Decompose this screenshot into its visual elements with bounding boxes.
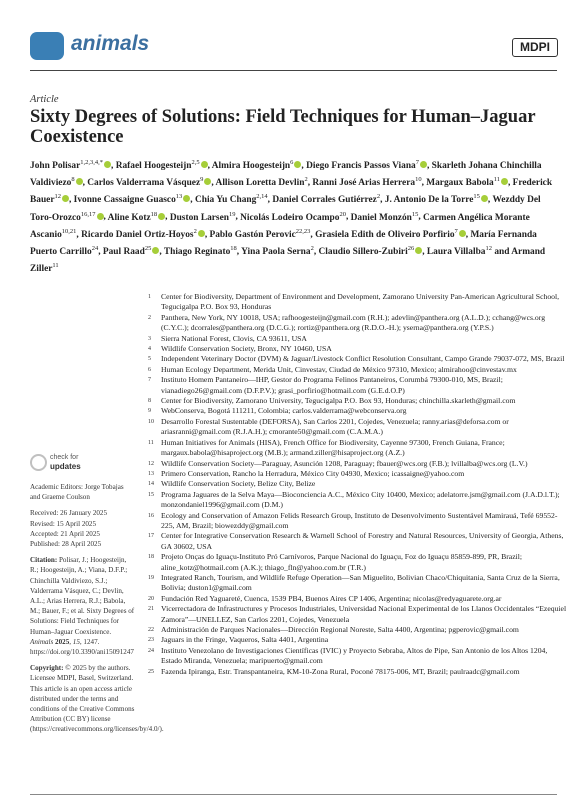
author-affiliation-sup: 2 bbox=[376, 193, 381, 201]
affiliation-text: Jaguars in the Fringe, Vaqueros, Salta 4401, Argentina bbox=[161, 635, 329, 645]
author-entry bbox=[315, 227, 466, 240]
author-affiliation-sup: 11 bbox=[493, 176, 500, 184]
affiliation-number: 14 bbox=[148, 481, 154, 488]
affiliation-item bbox=[148, 573, 568, 594]
accepted-date: Accepted: 21 April 2025 bbox=[30, 529, 100, 538]
author-affiliation-sup: 2 bbox=[193, 227, 197, 235]
author-name[interactable]: Claudio Sillero-Zubiri bbox=[318, 246, 408, 257]
orcid-icon[interactable] bbox=[152, 247, 159, 254]
author-entry bbox=[312, 178, 421, 188]
author-name[interactable]: John Polisar bbox=[30, 161, 81, 172]
affiliation-number: 25 bbox=[148, 668, 154, 675]
author-affiliation-sup: 18 bbox=[230, 244, 237, 252]
affiliation-item bbox=[148, 438, 568, 459]
orcid-icon[interactable] bbox=[62, 195, 69, 202]
author-affiliation-sup: 8 bbox=[71, 176, 75, 184]
orcid-icon[interactable] bbox=[459, 230, 466, 237]
affiliation-text: Center for Integrative Conservation Research & Warnell School of Forestry and Natural Resources, University of Georgia, Athens, GA 30602, USA bbox=[161, 531, 564, 551]
author-affiliation-sup: 22,23 bbox=[295, 227, 311, 235]
affiliation-text: Human Ecology Department, Merida Unit, Cinvestav, Ciudad de México 97310, Mexico; almirahoo@cinvestav.mx bbox=[161, 364, 517, 374]
affiliation-text: Desarrollo Forestal Sustentable (DEFORSA), San Carlos 2201, Cojedes, Venezuela; ranny.arias@deforsa.com or ariasranni@gmail.com (R.J.A.H.); cmorante50@gmail.com (C.A.M.A.) bbox=[161, 416, 509, 437]
citation-journal: Animals bbox=[30, 637, 54, 646]
affiliation-text: Independent Veterinary Doctor (DVM) & Jaguar/Livestock Conflict Resolution Consultant, Campo Grande 79037-072, MS, Brazil bbox=[161, 354, 565, 364]
affiliation-item bbox=[148, 292, 568, 313]
author-affiliation-sup: 18 bbox=[150, 210, 158, 218]
author-name[interactable]: Laura Villalba bbox=[426, 246, 486, 257]
orcid-icon[interactable] bbox=[76, 178, 83, 185]
affiliation-item bbox=[148, 469, 568, 479]
article-type: Article bbox=[30, 94, 59, 105]
affiliation-number: 21 bbox=[148, 606, 154, 613]
author-entry bbox=[81, 227, 205, 240]
affiliation-text: Programa Jaguares de la Selva Maya—Bioconciencia A.C., México City 10400, Mexico; adelatorre.jsm@gmail.com (J.A.D.l.T.); monzondaniel1996@gmail.com (D.M.) bbox=[161, 489, 560, 510]
author-name[interactable]: Skarleth Johana Chinchilla Valdiviezo bbox=[30, 161, 542, 189]
author-affiliation-sup: 10,21 bbox=[61, 227, 77, 235]
author-entry bbox=[426, 178, 508, 188]
orcid-icon[interactable] bbox=[97, 213, 104, 220]
author-name[interactable]: Yina Paola Serna bbox=[241, 246, 311, 257]
author-affiliation-sup: 12 bbox=[485, 244, 492, 252]
affiliation-item bbox=[148, 334, 568, 344]
author-affiliation-sup: 2,14 bbox=[256, 193, 268, 201]
author-affiliation-sup: 2 bbox=[304, 176, 308, 184]
affiliation-item bbox=[148, 479, 568, 489]
affiliation-number: 4 bbox=[148, 346, 151, 353]
author-affiliation-sup: 7 bbox=[454, 227, 458, 235]
affiliation-number: 22 bbox=[148, 627, 154, 633]
author-name[interactable]: Aline Kotz bbox=[107, 212, 151, 223]
author-entry bbox=[195, 195, 268, 205]
orcid-icon[interactable] bbox=[481, 195, 488, 202]
affiliation-number: 10 bbox=[148, 418, 154, 425]
article-title: Sixty Degrees of Solutions: Field Techniques for Human–Jaguar Coexistence bbox=[30, 107, 536, 147]
author-affiliation-sup: 10 bbox=[415, 176, 422, 184]
affiliation-text: Human Initiatives for Animals (HISA), French Office for Biodiversity, Cayenne 97300, French Guiana, France; margaux.babola@hisaproject.org (M.B.); armand.ziller@hisaproject.org (A.Z.) bbox=[161, 437, 505, 458]
author-affiliation-sup: 24 bbox=[91, 244, 99, 252]
affiliation-number: 13 bbox=[148, 470, 154, 477]
orcid-icon[interactable] bbox=[501, 178, 508, 185]
author-affiliation-sup: 7 bbox=[415, 159, 419, 166]
orcid-icon[interactable] bbox=[198, 230, 205, 237]
journal-logo bbox=[30, 32, 64, 60]
affiliation-item bbox=[148, 459, 568, 469]
author-entry bbox=[30, 161, 111, 171]
author-affiliation-sup: 20 bbox=[339, 210, 346, 218]
affiliation-text: Instituto Venezolano de Investigaciones Científicas (IVIC) y Proyecto Sebraba, Altos de Pipe, San Antonio de los Altos 1204, Estado Miranda, Venezuela; maripuerto@gmail.com bbox=[161, 645, 548, 666]
affiliation-item bbox=[148, 396, 568, 406]
author-name[interactable]: Daniel Corrales Gutiérrez bbox=[272, 195, 377, 206]
author-entry bbox=[163, 244, 237, 257]
author-entry bbox=[426, 244, 492, 257]
author-affiliation-sup: 13 bbox=[175, 193, 183, 201]
orcid-icon[interactable] bbox=[415, 247, 422, 254]
affiliation-text: Sierra National Forest, Clovis, CA 93611, USA bbox=[161, 333, 307, 343]
affiliation-item bbox=[148, 511, 568, 532]
orcid-icon[interactable] bbox=[183, 195, 190, 202]
affiliation-item bbox=[148, 531, 568, 552]
affiliation-text: Administración de Parques Nacionales—Dirección Regional Noreste, Salta 4400, Argentina; pgperovic@gmail.com bbox=[161, 625, 519, 634]
received-date: Received: 26 January 2025 bbox=[30, 509, 108, 518]
author-entry bbox=[116, 161, 208, 171]
affiliation-item bbox=[148, 667, 568, 677]
author-entry bbox=[87, 178, 211, 188]
affiliation-item bbox=[148, 313, 568, 334]
author-affiliation-sup: 2,5 bbox=[191, 159, 200, 166]
publisher-logo: MDPI bbox=[512, 38, 558, 57]
affiliation-number: 8 bbox=[148, 398, 151, 405]
author-name[interactable]: Armand Ziller bbox=[30, 246, 546, 274]
author-name[interactable]: J. Antonio De la Torre bbox=[384, 195, 474, 206]
affiliation-item bbox=[148, 365, 568, 375]
affiliation-text: Integrated Ranch, Tourism, and Wildlife Refuge Operation—San Miguelito, Bolivian Chaco/Chiquitania, Santa Cruz de la Sierra, Bolivia; duston1@gmail.com bbox=[161, 572, 560, 593]
author-name[interactable]: Nicolás Lodeiro Ocampo bbox=[240, 212, 340, 223]
author-affiliation-sup: 9 bbox=[200, 176, 204, 184]
citation-year: 2025 bbox=[55, 637, 70, 646]
affiliation-item bbox=[148, 406, 568, 416]
author-name[interactable]: Diego Francis Passos Viana bbox=[306, 161, 416, 172]
author-name[interactable]: Paul Raad bbox=[102, 246, 145, 257]
author-affiliation-sup: 19 bbox=[228, 210, 236, 218]
author-name[interactable]: Grasiela Edith de Oliveiro Porfirio bbox=[315, 229, 455, 240]
affiliation-text: Wildlife Conservation Society—Paraguay, Asunción 1208, Paraguay; fbauer@wcs.org (F.B.); lvillalba@wcs.org (L.V.) bbox=[161, 458, 528, 468]
affiliation-number: 23 bbox=[148, 637, 154, 644]
affiliation-item bbox=[148, 344, 568, 354]
copyright-text: © 2025 by the authors. Licensee MDPI, Basel, Switzerland. This article is an open access article distributed under the terms and conditions of the Creative Commons Attribution (CC BY) license (https://creativecommons.org/licenses/by/4.0/). bbox=[30, 664, 164, 734]
affiliation-number: 12 bbox=[148, 460, 154, 467]
copyright bbox=[30, 663, 164, 734]
author-entry bbox=[241, 244, 314, 257]
affiliation-text: Fundación Red Yaguareté, Cuenca, 1539 PB4, Buenos Aires CP 1406, Argentina; nicolas@redyaguarete.org.ar bbox=[161, 593, 502, 603]
affiliation-text: Center for Biodiversity, Department of Environment and Development, Zamorano University Pan-American Agricultural School, Tegucigalpa P.O. Box 93, Honduras bbox=[161, 292, 560, 312]
author-entry bbox=[306, 161, 427, 171]
affiliation-item bbox=[148, 646, 568, 667]
author-name[interactable]: Rafael Hoogesteijn bbox=[115, 161, 192, 172]
author-affiliation-sup: 2 bbox=[310, 244, 314, 252]
check-updates-label-2: updates bbox=[50, 462, 81, 471]
author-name[interactable]: Pablo Gastón Perovic bbox=[209, 229, 296, 240]
affiliation-item bbox=[148, 635, 568, 645]
affiliation-number: 18 bbox=[148, 554, 154, 561]
author-name[interactable]: Carmen Angélica Morante Ascanio bbox=[30, 212, 530, 240]
author-name[interactable]: Almira Hoogesteijn bbox=[211, 161, 291, 172]
affiliation-number: 3 bbox=[148, 335, 151, 342]
affiliation-text: Projeto Onças do Iguaçu-Instituto Pró Carnívoros, Parque Nacional do Iguaçu, Foz do Iguaçu 85859-899, PR, Brazil; aline_kotz@hotmail.com (A.K.); thiago_fln@yahoo.com.br (T.R.) bbox=[161, 552, 523, 572]
author-entry bbox=[107, 210, 165, 223]
affiliation-text: Wildlife Conservation Society, Bronx, NY 10460, USA bbox=[161, 344, 332, 354]
affiliation-item bbox=[148, 594, 568, 604]
orcid-icon[interactable] bbox=[104, 161, 111, 168]
affiliation-text: WebConserva, Bogotá 111211, Colombia; carlos.valderrama@webconserva.org bbox=[161, 406, 407, 416]
published-date: Published: 28 April 2025 bbox=[30, 540, 102, 549]
author-entry bbox=[74, 195, 191, 205]
affiliation-text: Panthera, New York, NY 10018, USA; rafhoogesteijn@gmail.com (R.H.); adevlin@panthera.org (A.L.D.); cchang@wcs.org (C.Y.C.); dcorrales@panthera.org (D.C.G.); rortiz@panthera.org (R.D.O.-H.); yserna@panthera.org (Y.P.S.) bbox=[161, 312, 546, 333]
author-name[interactable]: Wezddy Del Toro-Orozco bbox=[30, 195, 541, 223]
affiliation-number: 16 bbox=[148, 512, 154, 519]
affiliation-text: Fazenda Ipiranga, Estr. Transpantaneira, KM-10-Zona Rural, Poconé 78175-006, MT, Brazil; paulraadc@gmail.com bbox=[161, 666, 520, 676]
affiliation-number: 9 bbox=[148, 408, 151, 415]
affiliation-number: 2 bbox=[148, 314, 151, 321]
orcid-icon[interactable] bbox=[204, 178, 211, 185]
author-entry bbox=[385, 195, 488, 205]
orcid-icon[interactable] bbox=[294, 161, 301, 168]
affiliation-number: 7 bbox=[148, 377, 151, 384]
author-entry bbox=[350, 210, 419, 223]
citation-label: Citation: bbox=[30, 556, 58, 565]
affiliation-number: 11 bbox=[148, 439, 154, 446]
citation-doi[interactable]: , 1247. https://doi.org/10.3390/ani15091247 bbox=[30, 637, 134, 657]
journal-name: animals bbox=[71, 32, 150, 55]
orcid-icon[interactable] bbox=[420, 161, 427, 168]
check-updates-icon bbox=[30, 454, 47, 471]
affiliation-number: 20 bbox=[148, 595, 154, 602]
author-name[interactable]: Ricardo Daniel Ortiz-Hoyos bbox=[81, 229, 194, 240]
author-affiliation-sup: 25 bbox=[144, 244, 152, 252]
affiliation-number: 17 bbox=[148, 533, 154, 540]
author-list: John Polisar$^{1,2,3,4,*}$ , Rafael Hoogesteijn$^{2,5}$ , Almira Hoogesteijn$^6$ , Diego Francis Passos Viana$^7$ , Skarleth Johana Chinchilla Valdiviezo$^8$ , Carlos Valderrama Vásquez$^9$ , Allison Loretta Devlin$^2$, Ranni José Arias Herrera$^{10}$, Margaux Babola$^{11}$ , Frederick Bauer$^{12}$ , Ivonne Cassaigne Guasco$^{13}$ , Chia Yu Chang$^{2,14}$, Daniel Corrales Gutiérrez$^2$, J. Antonio De la Torre$^{15}$ , Wezddy Del Toro-Orozco$^{16,17}$ , Aline Kotz$^{18}$ , Duston Larsen$^{19}$, Nicolás Lodeiro Ocampo$^{20}$, Daniel Monzón$^{15}$, Carmen Angélica Morante Ascanio$^{10,21}$, Ricardo Daniel Ortiz-Hoyos$^2$ , Pablo Gastón Perovic$^{22,23}$, Grasiela Edith de Oliveiro Porfirio$^7$ , María Fernanda Puerto Carrillo$^{24}$, Paul Raad$^{25}$ , Thiago Reginato$^{18}$, Yina Paola Serna$^2$, Claudio Sillero-Zubiri$^{26}$ , Laura Villalba$^{12}$ and Armand Ziller$^{11}$ bbox=[30, 159, 553, 274]
affiliation-list bbox=[148, 292, 568, 677]
orcid-icon[interactable] bbox=[201, 161, 208, 168]
author-affiliation-sup: 15 bbox=[473, 193, 480, 201]
author-affiliation-sup: 12 bbox=[54, 193, 61, 201]
affiliation-item bbox=[148, 604, 568, 625]
author-name[interactable]: Duston Larsen bbox=[169, 212, 229, 223]
orcid-icon[interactable] bbox=[158, 213, 165, 220]
affiliation-number: 5 bbox=[148, 356, 151, 363]
affiliation-item bbox=[148, 354, 568, 364]
affiliation-number: 19 bbox=[148, 574, 154, 581]
author-name[interactable]: Ivonne Cassaigne Guasco bbox=[73, 195, 176, 206]
author-entry bbox=[318, 244, 423, 257]
affiliation-number: 24 bbox=[148, 647, 154, 654]
author-name[interactable]: María Fernanda Puerto Carrillo bbox=[30, 229, 537, 257]
author-entry bbox=[169, 210, 236, 223]
author-name[interactable]: Ranni José Arias Herrera bbox=[312, 178, 416, 189]
affiliation-text: Wildlife Conservation Society, Belize City, Belize bbox=[161, 479, 316, 489]
affiliation-item bbox=[148, 490, 568, 511]
affiliation-number: 6 bbox=[148, 366, 151, 373]
check-updates-label-1: check for bbox=[50, 454, 79, 461]
revised-date: Revised: 15 April 2025 bbox=[30, 519, 97, 528]
author-affiliation-sup: 16,17 bbox=[80, 210, 96, 218]
author-affiliation-sup: 1,2,3,4,* bbox=[80, 159, 104, 166]
citation: Citation: Polisar, J.; Hoogesteijn, R.; Hoogesteijn, A.; Viana, D.F.P.; Chinchilla Valdiviezo, S.J.; Valderrama Vásquez, C.; Devlin, A.L.; Arias Herrera, R.J.; Babola, M.; Bauer, F.; et al. Sixty Degrees of Solutions: Field Techniques for Human–Jaguar Coexistence. Animals 2025, 15, 1247. https://doi.org/10.3390/ani15091247 bbox=[30, 556, 135, 657]
author-entry bbox=[102, 244, 159, 257]
citation-text: Polisar, J.; Hoogesteijn, R.; Hoogesteijn, A.; Viana, D.F.P.; Chinchilla Valdiviezo, S.J.; Valderrama Vásquez, C.; Devlin, A.L.; Arias Herrera, R.J.; Babola, M.; Bauer, F.; et al. Sixty Degrees of Solutions: Field Techniques for Human–Jaguar Coexistence. bbox=[30, 556, 135, 636]
header-divider bbox=[30, 70, 557, 71]
affiliation-number: 15 bbox=[148, 491, 154, 498]
author-entry bbox=[216, 178, 308, 188]
author-affiliation-sup: 6 bbox=[290, 159, 294, 166]
affiliation-item bbox=[148, 375, 568, 396]
affiliation-item bbox=[148, 417, 568, 438]
author-affiliation-sup: 11 bbox=[52, 261, 59, 269]
author-entry bbox=[212, 161, 302, 171]
author-name[interactable]: Carlos Valderrama Vásquez bbox=[87, 178, 201, 189]
affiliation-number: 1 bbox=[148, 294, 151, 300]
author-name[interactable]: Chia Yu Chang bbox=[194, 195, 257, 206]
affiliation-item bbox=[148, 625, 568, 635]
affiliation-text: Primero Conservation, Rancho la Herradura, México City 04930, Mexico; icassaigne@yahoo.com bbox=[161, 468, 465, 478]
author-entry bbox=[272, 195, 380, 205]
author-name[interactable]: Daniel Monzón bbox=[350, 212, 412, 223]
copyright-label: Copyright: bbox=[30, 664, 64, 673]
footer-divider bbox=[30, 794, 557, 795]
author-affiliation-sup: 26 bbox=[407, 244, 415, 252]
author-name[interactable]: Margaux Babola bbox=[426, 178, 494, 189]
author-entry bbox=[240, 210, 346, 223]
author-entry bbox=[209, 227, 311, 240]
affiliation-item bbox=[148, 552, 568, 573]
affiliation-text: Instituto Homem Pantaneiro—IHP, Gestor do Programa Felinos Pantaneiros, Corumbá 79300-010, MS, Brazil; vianadiego26@gmail.com (D.F.P.V.); grasi_porfirio@hotmail.com (G.E.d.O.P) bbox=[161, 375, 503, 395]
affiliation-text: Vicerrectadora de Infrastructures y Procesos Industriales, Universidad Nacional Experimental de los Llanos Occidentales “Ezequiel Zamora”—UNELLEZ, San Carlos 2201, Cojedes, Venezuela bbox=[161, 604, 567, 624]
author-affiliation-sup: 15 bbox=[411, 210, 419, 218]
affiliation-text: Center for Biodiversity, Zamorano University, Tegucigalpa P.O. Box 93, Honduras; chinchilla.skarleth@gmail.com bbox=[161, 396, 516, 406]
author-name[interactable]: Thiago Reginato bbox=[163, 246, 231, 257]
affiliation-text: Ecology and Conservation of Amazon Felids Research Group, Instituto de Desenvolvimento Sustentável Mamirauá, Tefé 69552-225, AM, Brazil; biowezddy@gmail.com bbox=[161, 510, 558, 530]
author-name[interactable]: Allison Loretta Devlin bbox=[215, 178, 305, 189]
academic-editors: Academic Editors: Jorge Tobajas and Graeme Coulson bbox=[30, 483, 124, 502]
citation-volume: 15 bbox=[72, 637, 80, 646]
author-name[interactable]: Frederick Bauer bbox=[30, 178, 553, 206]
check-for-updates-button[interactable] bbox=[30, 454, 90, 474]
